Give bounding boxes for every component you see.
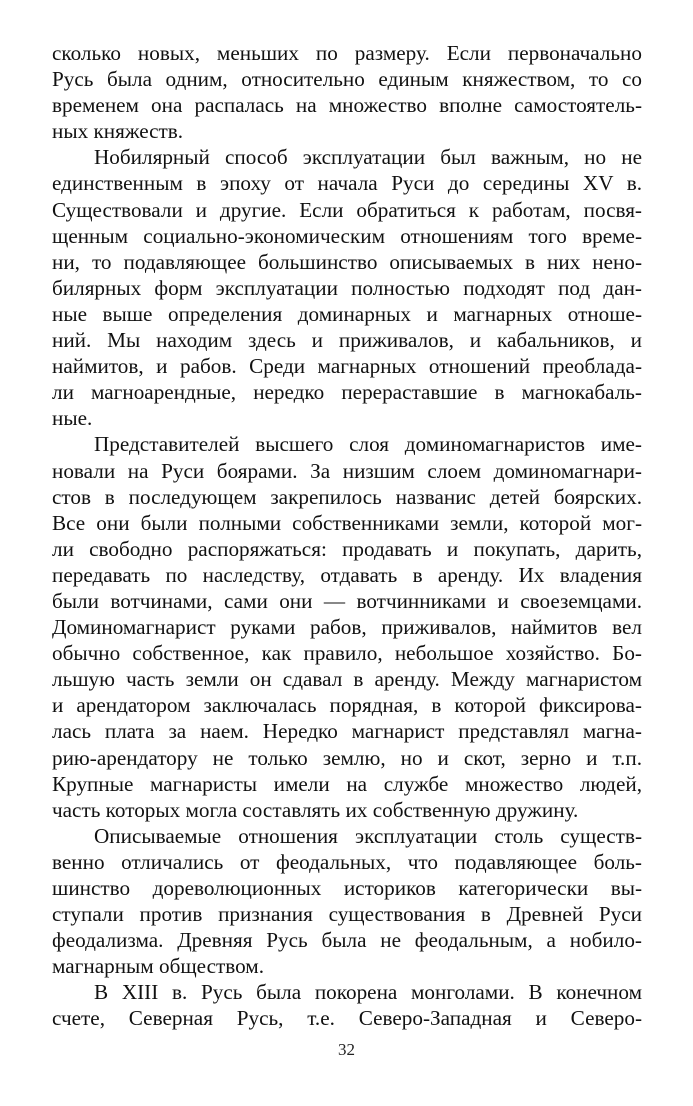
- text-line: временем она распалась на множество вполне самостоятель-: [52, 93, 642, 118]
- paragraph-1: [52, 40, 642, 144]
- text-line: сколько новых, меньших по размеру. Если первоначально: [52, 41, 642, 65]
- text-line: единственным в эпоху от начала Руси до середины XV в.: [52, 171, 642, 196]
- page-number: 32: [338, 1040, 355, 1059]
- text-line: стов в последующем закрепилось названис детей боярских.: [52, 484, 642, 509]
- text-line: щенным социально-экономическим отношениям того време-: [52, 223, 642, 248]
- text-line: рию-арендатору не только землю, но и скот, зерно и т.п.: [52, 745, 642, 770]
- text-line: ные.: [52, 406, 93, 431]
- text-line: ли магноарендные, нередко перераставшие в магнокабаль-: [52, 380, 642, 405]
- text-line: Представителей высшего слоя доминомагнаристов име-: [94, 432, 642, 457]
- text-line: счете, Северная Русь, т.е. Северо-Западная и Северо-: [52, 1006, 642, 1031]
- text-line: новали на Руси боярами. За низшим слоем доминомагнари-: [52, 458, 642, 483]
- text-line: Крупные магнаристы имели на службе множество людей,: [52, 771, 642, 796]
- text-line: Описываемые отношения эксплуатации столь существ-: [94, 823, 642, 848]
- text-line: лась плата за наем. Нередко магнарист представлял магна-: [52, 719, 642, 744]
- text-line: передавать по наследству, отдавать в аренду. Их владения: [52, 562, 642, 587]
- text-line: билярных форм эксплуатации полностью подходят под дан-: [52, 275, 642, 300]
- text-line: и арендатором заключалась порядная, в которой фиксирова-: [52, 693, 642, 718]
- text-line: ные выше определения доминарных и магнарных отноше-: [52, 301, 642, 326]
- text-line: ний. Мы находим здесь и приживалов, и кабальников, и: [52, 328, 642, 353]
- text-line: В XIII в. Русь была покорена монголами. В конечном: [94, 980, 642, 1005]
- text-line: были вотчинами, сами они — вотчинниками и своеземцами.: [52, 588, 642, 613]
- text-line: шинство дореволюционных историков категорически вы-: [52, 876, 642, 900]
- paragraph-4: [52, 823, 642, 980]
- text-line: часть которых могла составлять их собственную дружину.: [52, 797, 579, 822]
- text-line: Нобилярный способ эксплуатации был важным, но не: [94, 145, 642, 170]
- paragraph-2: [52, 144, 642, 431]
- paragraph-3: [52, 431, 642, 822]
- text-line: обычно собственное, как правило, небольшое хозяйство. Бо-: [52, 641, 642, 666]
- text-line: Русь была одним, относительно единым княжеством, то со: [52, 67, 642, 92]
- paragraph-5: [52, 979, 642, 1031]
- page-body: [52, 40, 642, 1032]
- text-line: ни, то подавляющее большинство описываемых в них нено-: [52, 249, 642, 274]
- text-line: ли свободно распоряжаться: продавать и покупать, дарить,: [52, 536, 642, 561]
- text-line: магнарным обществом.: [52, 954, 265, 979]
- text-line: Доминомагнарист руками рабов, приживалов, наймитов вел: [52, 615, 642, 640]
- text-line: феодализма. Древняя Русь была не феодальным, а нобило-: [52, 928, 642, 953]
- text-line: ступали против признания существования в Древней Руси: [52, 902, 642, 927]
- text-line: Все они были полными собственниками земли, которой мог-: [52, 510, 642, 535]
- text-line: наймитов, и рабов. Среди магнарных отношений преоблада-: [52, 354, 642, 379]
- text-line: Существовали и другие. Если обратиться к работам, посвя-: [52, 197, 642, 222]
- text-line: венно отличались от феодальных, что подавляющее боль-: [52, 849, 642, 874]
- text-line: ных княжеств.: [52, 119, 184, 144]
- text-line: льшую часть земли он сдавал в аренду. Между магнаристом: [52, 667, 642, 692]
